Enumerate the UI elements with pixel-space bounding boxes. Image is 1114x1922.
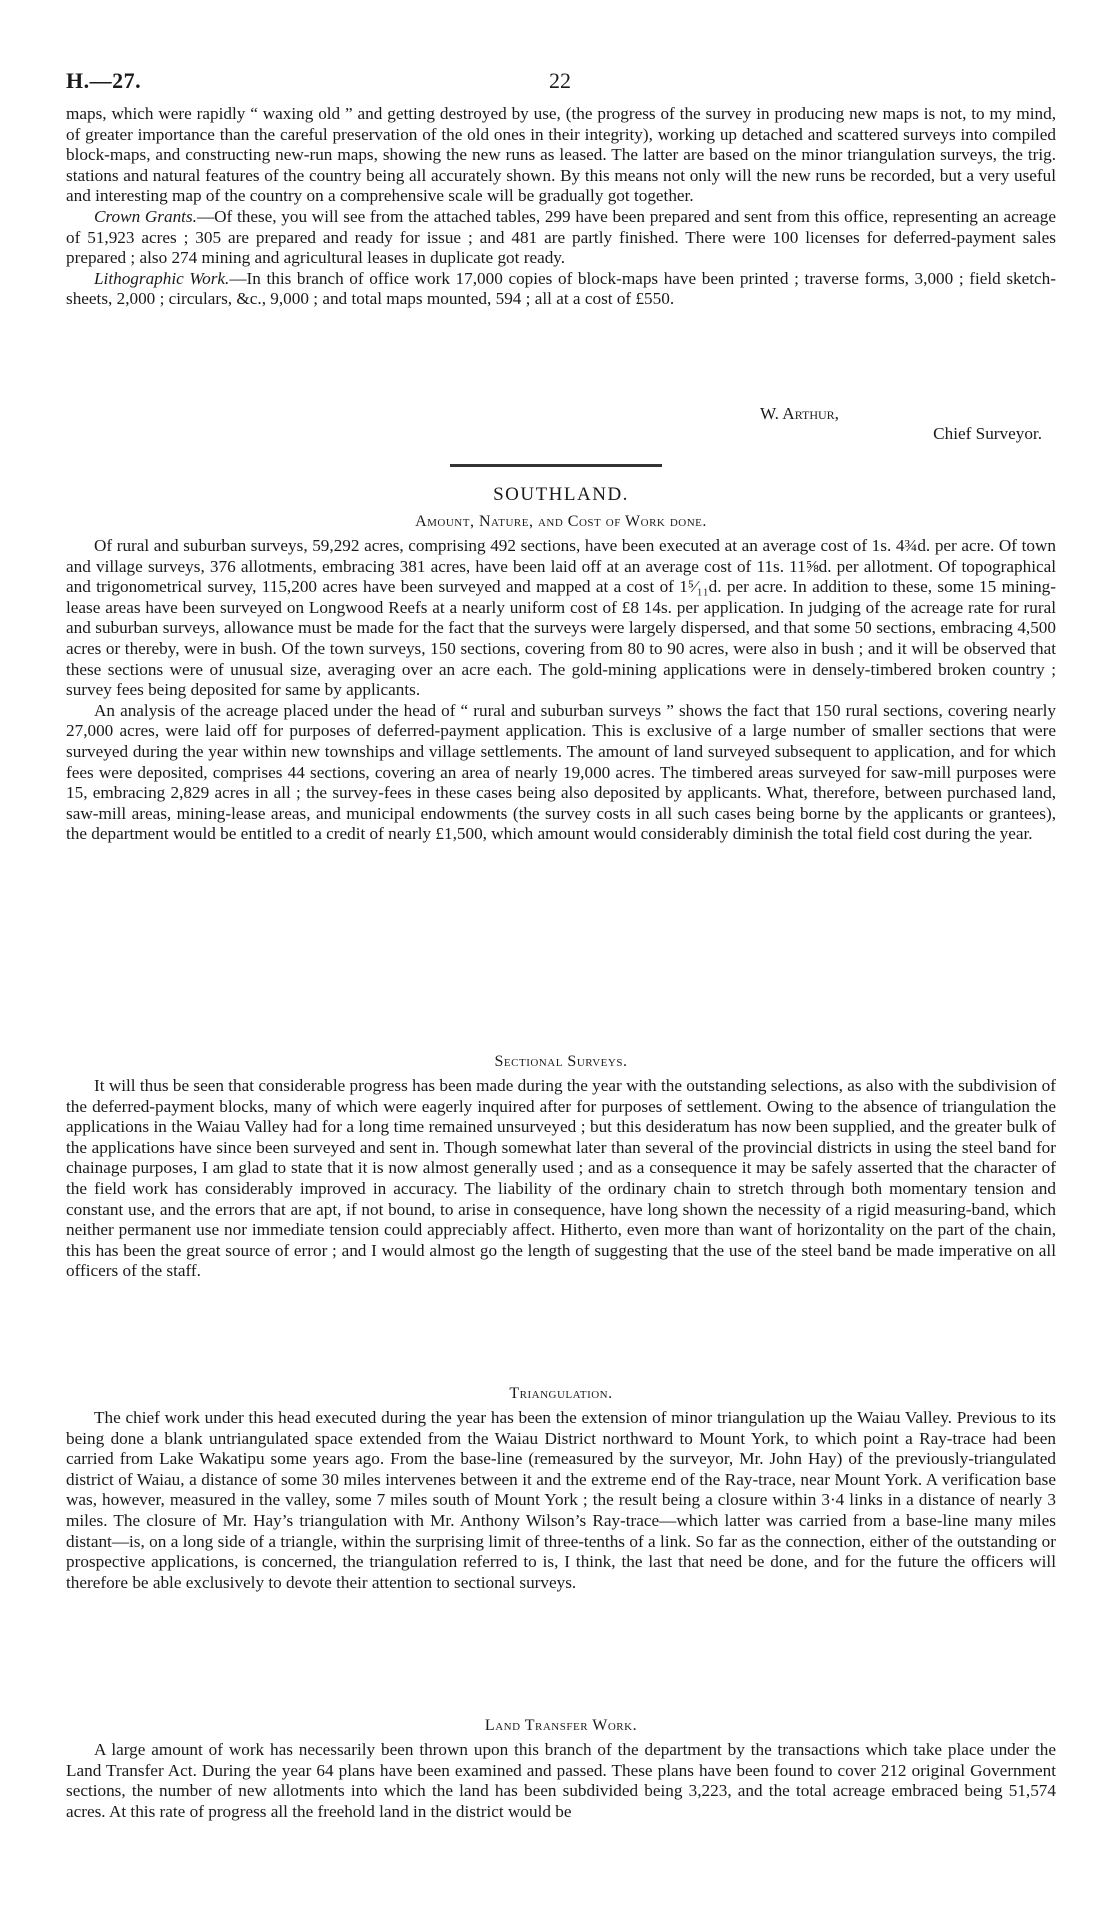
amount-section [66, 536, 1056, 845]
amount-paragraph-2: An analysis of the acreage placed under the head of “ rural and suburban surveys ” shows the fact that 150 rural sections, covering nearly 27,000 acres, were laid off for purposes of deferred-payment application. This is exclusive of a large number of smaller sections that were surveyed during the year within new townships and village settlements. The amount of land surveyed subsequent to application, and for which fees were deposited, comprises 44 sections, covering an area of nearly 19,000 acres. The timbered areas surveyed for saw-mill purposes were 15, embracing 2,829 acres in all ; the survey-fees in these cases being also deposited by applicants. What, therefore, between purchased land, saw-mill areas, mining-lease areas, and municipal endowments (the survey costs in all such cases being borne by the applicants or grantees), the department would be entitled to a credit of nearly £1,500, which amount would considerably diminish the total field cost during the year. [66, 700, 1056, 844]
land-transfer-paragraph: A large amount of work has necessarily been thrown upon this branch of the department by the transactions which take place under the Land Transfer Act. During the year 64 plans have been examined and passed. These plans have been found to cover 212 original Government sections, the number of new allotments into which the land has been subdivided being 3,223, and the total acreage embraced being 51,574 acres. At this rate of progress all the freehold land in the district would be [66, 1740, 1056, 1821]
lithographic-paragraph [66, 269, 1056, 310]
crown-grants-lead: Crown Grants. [94, 206, 197, 226]
land-transfer-heading: Land Transfer Work. [484, 1717, 638, 1734]
sectional-section [66, 1076, 1056, 1282]
triangulation-heading: Triangulation. [509, 1385, 613, 1402]
continued-paragraph: maps, which were rapidly “ waxing old ” and getting destroyed by use, (the progress of the survey in producing new maps is not, to my mind, of greater importance than the careful preservation of the old ones in their integrity), working up detached and scattered surveys into compiled block-maps, and constructing new-run maps, showing the new runs as leased. The latter are based on the minor triangulation surveys, the trig. stations and natural features of the country being all accurately shown. By this means not only will the new runs be recorded, but a very useful and interesting map of the country on a comprehensive scale will be gradually got together. [66, 104, 1056, 206]
sectional-paragraph: It will thus be seen that considerable progress has been made during the year with the outstanding selections, as also with the subdivision of the deferred-payment blocks, many of which were eagerly inquired after for purposes of settlement. Owing to the absence of triangulation the applications in the Waiau Valley had for a long time remained unsurveyed ; but this desideratum has now been supplied, and the greater bulk of the applications have since been surveyed and sent in. Though somewhat later than several of the provincial districts in using the steel band for chainage purposes, I am glad to state that it is now almost generally used ; and as a consequence it may be safely asserted that the character of the field work has considerably improved in accuracy. The liability of the ordinary chain to stretch through both momentary tension and constant use, and the errors that are apt, if not bound, to arise in consequence, have long shown the necessity of a rigid measuring-band, which neither permanent use nor immediate tension could appreciably affect. Hitherto, even more than want of horizontality on the part of the chain, this has been the great source of error ; and I would almost go the length of suggesting that the use of the steel band be made imperative on all officers of the staff. [66, 1076, 1056, 1281]
crown-grants-text: —Of these, you will see from the attached tables, 299 have been prepared and sent from this office, representing an acreage of 51,923 acres ; 305 are prepared and ready for issue ; and 481 are partly finished. There were 100 licenses for deferred-payment sales prepared ; also 274 mining and agricultural leases in duplicate got ready. [66, 206, 1056, 268]
crown-grants-paragraph [66, 207, 1056, 269]
amount-paragraph-1: Of rural and suburban surveys, 59,292 acres, comprising 492 sections, have been executed at an average cost of 1s. 4¾d. per acre. Of town and village surveys, 376 allotments, embracing 381 acres, have been laid off at an average cost of 11s. 11⅝d. per allotment. Of topographical and trigonometrical survey, 115,200 acres have been surveyed and mapped at a cost of 1⁵⁄₁₁d. per acre. In addition to these, some 15 mining-lease areas have been surveyed on Longwood Reefs at a nearly uniform cost of £8 14s. per application. In judging of the acreage rate for rural and suburban surveys, allowance must be made for the fact that the surveys were largely dispersed, and that some 50 sections, embracing 4,500 acres or thereby, were in bush. Of the town surveys, 150 sections, covering from 80 to 90 acres, were also in bush ; and it will be observed that these sections were of unusual size, averaging over an acre each. The gold-mining applications were in densely-timbered broken country ; survey fees being deposited for same by applicants. [66, 536, 1056, 700]
lithographic-lead: Lithographic Work. [94, 268, 230, 288]
signature-title: Chief Surveyor. [933, 424, 1042, 443]
triangulation-section [66, 1408, 1056, 1593]
section-title: SOUTHLAND. [493, 484, 629, 505]
section-divider [450, 464, 662, 467]
report-code: H.—27. [66, 68, 142, 93]
signature-block [66, 424, 1056, 445]
amount-heading: Amount, Nature, and Cost of Work done. [415, 513, 707, 530]
sectional-heading: Sectional Surveys. [494, 1053, 628, 1070]
triangulation-paragraph: The chief work under this head executed during the year has been the extension of minor triangulation up the Waiau Valley. Previous to its being done a blank untriangulated space extended from the Waiau District northward to Mount York, to which point a Ray-trace had been carried from Lake Wakatipu some years ago. From the base-line (remeasured by the surveyor, Mr. John Hay) of the previously-triangulated district of Waiau, a distance of some 30 miles intervenes between it and the extreme end of the Ray-trace, near Mount York. A verification base was, however, measured in the valley, some 7 miles south of Mount York ; the result being a closure within 3·4 links in a distance of nearly 3 miles. The closure of Mr. Hay’s triangulation with Mr. Anthony Wilson’s Ray-trace—which latter was carried from a base-line many miles distant—is, on a long side of a triangle, within the surprising limit of three-tenths of a link. So far as the connection, either of the outstanding or prospective applications, is concerned, the triangulation referred to is, I think, the last that need be done, and for the future the officers will therefore be able exclusively to devote their attention to sectional surveys. [66, 1408, 1056, 1592]
lithographic-text: —In this branch of office work 17,000 copies of block-maps have been printed ; traverse forms, 3,000 ; field sketch-sheets, 2,000 ; circulars, &c., 9,000 ; and total maps mounted, 594 ; all at a cost of £550. [66, 268, 1056, 309]
land-transfer-section [66, 1740, 1056, 1822]
signature-name: W. Arthur, [760, 404, 839, 423]
top-section [66, 104, 1056, 310]
page-number: 22 [549, 68, 571, 93]
